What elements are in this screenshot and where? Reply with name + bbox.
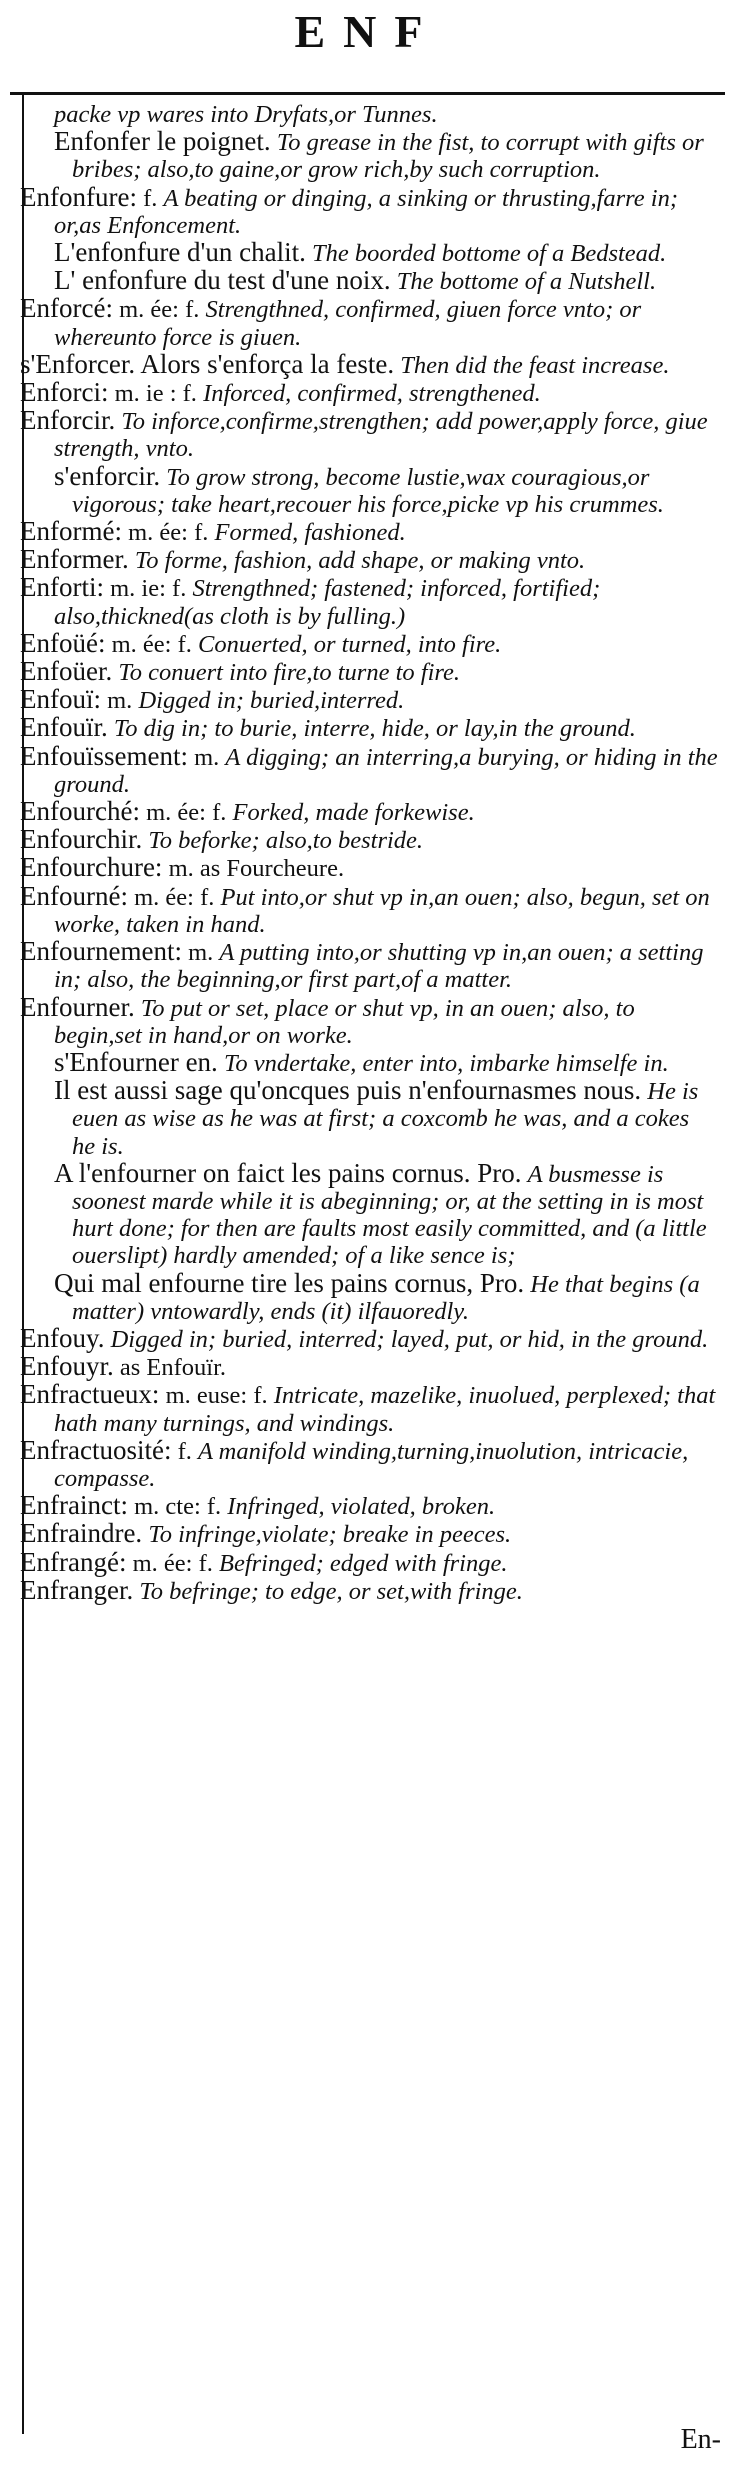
entry-headword: L'enfonfure d'un chalit. [54, 237, 306, 268]
entry-definition: To put or set, place or shut vp, in an ouen; also, to begin,set in hand,or on worke. [54, 994, 635, 1049]
entry-headword: Enfractueux: [20, 1379, 160, 1410]
entry-headword: Enfranger. [20, 1574, 134, 1605]
entry-headword: Enfoüer. [20, 656, 113, 687]
dictionary-entry [14, 880, 718, 938]
entry-definition: Then did the feast increase. [400, 351, 670, 379]
dictionary-entry [14, 295, 718, 350]
entry-definition: Digged in; buried, interred; layed, put, or hid, in the ground. [110, 1325, 709, 1353]
entry-definition: To dig in; to burie, interre, hide, or lay,in the ground. [113, 715, 636, 743]
entry-headword: Enforcé: [20, 293, 113, 324]
entry-grammar-note: f. [143, 184, 158, 212]
entry-definition: The boorded bottome of a Bedstead. [312, 240, 667, 268]
entry-definition: The bottome of a Nutshell. [396, 268, 657, 296]
entry-headword: Enforci: [20, 377, 109, 408]
entry-definition: To inforce,confirme,strengthen; add power,apply force, giue strength, vnto. [54, 408, 708, 463]
dictionary-entry [14, 1434, 718, 1492]
entry-grammar-note: m. ée: f. [128, 519, 209, 547]
dictionary-entry [14, 348, 718, 379]
entry-definition: Put into,or shut vp in,an ouen; also, begun, set on worke, taken in hand. [54, 883, 710, 938]
entry-headword: Enfrainct: [20, 1490, 128, 1521]
entry-headword: Enfourner. [20, 991, 135, 1022]
entry-grammar-note: m. ée: f. [111, 630, 192, 658]
entry-headword: Qui mal enfourne tire les pains cornus, Pro. [54, 1267, 525, 1298]
dictionary-entry [14, 1077, 718, 1160]
dictionary-entry [14, 574, 718, 629]
dictionary-entry [14, 854, 718, 882]
dictionary-entry [14, 100, 718, 128]
dictionary-entry [14, 1574, 718, 1605]
entry-definition: Intricate, mazelike, inuolued, perplexed; that hath many turnings, and windings. [54, 1382, 716, 1437]
entry-definition: packe vp wares into Dryfats,or Tunnes. [54, 101, 438, 128]
entry-definition: To forme, fashion, add shape, or making vnto. [134, 547, 586, 575]
entry-headword: A l'enfourner on faict les pains cornus. Pro. [54, 1157, 522, 1188]
entry-grammar-note: m. ée: f. [134, 883, 215, 911]
entry-headword: Enfoüé: [20, 627, 106, 658]
dictionary-entry [14, 379, 718, 407]
entry-definition: Forked, made forkewise. [232, 799, 475, 827]
entry-grammar-note: m. as Fourcheure. [168, 855, 345, 883]
entry-headword: Enformer. [20, 544, 129, 575]
entry-grammar-note: m. ée: f. [146, 799, 227, 827]
entry-headword: Enfournement: [20, 936, 182, 967]
dictionary-entry [14, 239, 718, 267]
entry-definition: Inforced, confirmed, strengthened. [203, 380, 541, 408]
entry-definition: Strengthned, confirmed, giuen force vnto; or whereunto force is giuen. [54, 296, 642, 351]
entry-headword: Enfourné: [20, 880, 128, 911]
entry-definition: To grow strong, become lustie,wax couragious,or vigorous; take heart,recouer his force,picke vp his crummes. [72, 463, 664, 518]
entry-grammar-note: as Enfouïr. [119, 1354, 227, 1382]
entry-grammar-note: m. ie : f. [114, 380, 197, 408]
entry-definition: To vndertake, enter into, imbarke himselfe in. [223, 1049, 669, 1077]
entry-headword: Enfourché: [20, 796, 140, 827]
header-rule [10, 92, 725, 95]
entry-definition: Conuerted, or turned, into fire. [198, 630, 502, 658]
entry-headword: Enfouï: [20, 684, 101, 715]
entry-headword: Enfouïssement: [20, 740, 188, 771]
entry-definition: To infringe,violate; breake in peeces. [148, 1521, 512, 1549]
entry-headword: Enfrangé: [20, 1546, 127, 1577]
dictionary-entry [14, 128, 718, 183]
entry-headword: Enfouyr. [20, 1351, 114, 1382]
entry-definition: Strengthned; fastened; inforced, fortified; also,thickned(as cloth is by fulling.) [54, 575, 601, 630]
entry-headword: Enforcir. [20, 405, 116, 436]
dictionary-entry [14, 181, 718, 239]
running-head: ENF [294, 6, 441, 57]
entry-definition: He is euen as wise as he was at first; a coxcomb he was, and a cokes he is. [72, 1078, 699, 1160]
dictionary-entry [14, 1157, 718, 1270]
dictionary-entry [14, 1546, 718, 1577]
entry-headword: s'Enfourner en. [54, 1046, 218, 1077]
entry-definition: Digged in; buried,interred. [138, 687, 405, 715]
dictionary-entry [14, 546, 718, 574]
dictionary-entry [14, 798, 718, 826]
dictionary-entry [14, 267, 718, 295]
entry-headword: Il est aussi sage qu'oncques puis n'enfournasmes nous. [54, 1075, 642, 1106]
entry-definition: To grease in the fist, to corrupt with gifts or bribes; also,to gaine,or grow rich,by such corruption. [72, 129, 704, 184]
entry-definition: A digging; an interring,a burying, or hiding in the ground. [54, 743, 718, 798]
entry-definition: Befringed; edged with fringe. [218, 1549, 508, 1577]
entry-headword: Enfouy. [20, 1322, 105, 1353]
dictionary-entry [14, 1492, 718, 1520]
entry-headword: Enfourchure: [20, 852, 163, 883]
entry-headword: Enfonfer le poignet. [54, 126, 271, 157]
entry-definition: A beating or dinging, a sinking or thrusting,farre in; or,as Enfoncement. [54, 184, 679, 239]
dictionary-entry [14, 658, 718, 686]
entry-grammar-note: m. [107, 687, 133, 715]
dictionary-entry [14, 407, 718, 462]
entry-grammar-note: m. [188, 939, 214, 967]
entry-headword: Enfraindre. [20, 1518, 143, 1549]
dictionary-entry [14, 740, 718, 798]
dictionary-entry [14, 518, 718, 546]
dictionary-entry [14, 826, 718, 854]
entry-list [14, 100, 718, 1605]
entry-grammar-note: m. ée: f. [119, 296, 200, 324]
entry-definition: He that begins (a matter) vntowardly, ends (it) ilfauoredly. [72, 1270, 700, 1325]
dictionary-entry [14, 460, 718, 518]
dictionary-entry [14, 1381, 718, 1436]
entry-headword: Enformé: [20, 516, 122, 547]
entry-definition: To beforke; also,to bestride. [148, 827, 424, 855]
entry-definition: Formed, fashioned. [214, 519, 406, 547]
entry-grammar-note: f. [177, 1437, 192, 1465]
entry-grammar-note: m. ée: f. [132, 1549, 213, 1577]
entry-definition: Infringed, violated, broken. [227, 1493, 496, 1521]
entry-headword: Enforti: [20, 572, 104, 603]
entry-grammar-note: m. cte: f. [134, 1493, 222, 1521]
dictionary-entry [14, 938, 718, 993]
entry-headword: Enfouïr. [20, 712, 108, 743]
dictionary-entry [14, 1353, 718, 1381]
entry-definition: A putting into,or shutting vp in,an ouen; a setting in; also, the beginning,or first part,of a matter. [54, 939, 704, 994]
entry-definition: A manifold winding,turning,inuolution, intricacie, compasse. [54, 1437, 689, 1492]
dictionary-entry [14, 1322, 718, 1353]
dictionary-entry [14, 627, 718, 658]
entry-headword: s'enforcir. [54, 460, 161, 491]
entry-headword: s'Enforcer. Alors s'enforça la feste. [20, 348, 395, 379]
entry-headword: Enfonfure: [20, 181, 137, 212]
dictionary-entry [14, 686, 718, 714]
entry-grammar-note: m. euse: f. [165, 1382, 268, 1410]
entry-definition: To befringe; to edge, or set,with fringe. [139, 1577, 523, 1605]
dictionary-entry [14, 1520, 718, 1548]
entry-headword: Enfourchir. [20, 824, 143, 855]
dictionary-entry [14, 991, 718, 1049]
dictionary-entry [14, 1046, 718, 1077]
entry-definition: To conuert into fire,to turne to fire. [118, 659, 460, 687]
dictionary-entry [14, 1267, 718, 1325]
entry-definition: A busmesse is soonest marde while it is abeginning; or, at the setting in is most hurt done; for then are faults most easily committed, and (a little ouerslipt) hardly amended; of a like sence is; [72, 1160, 707, 1270]
entry-headword: L' enfonfure du test d'une noix. [54, 265, 391, 296]
catchword: En- [680, 2424, 721, 2455]
dictionary-entry [14, 714, 718, 742]
entry-grammar-note: m. ie: f. [110, 575, 187, 603]
entry-grammar-note: m. [194, 743, 220, 771]
entry-headword: Enfractuosité: [20, 1434, 172, 1465]
